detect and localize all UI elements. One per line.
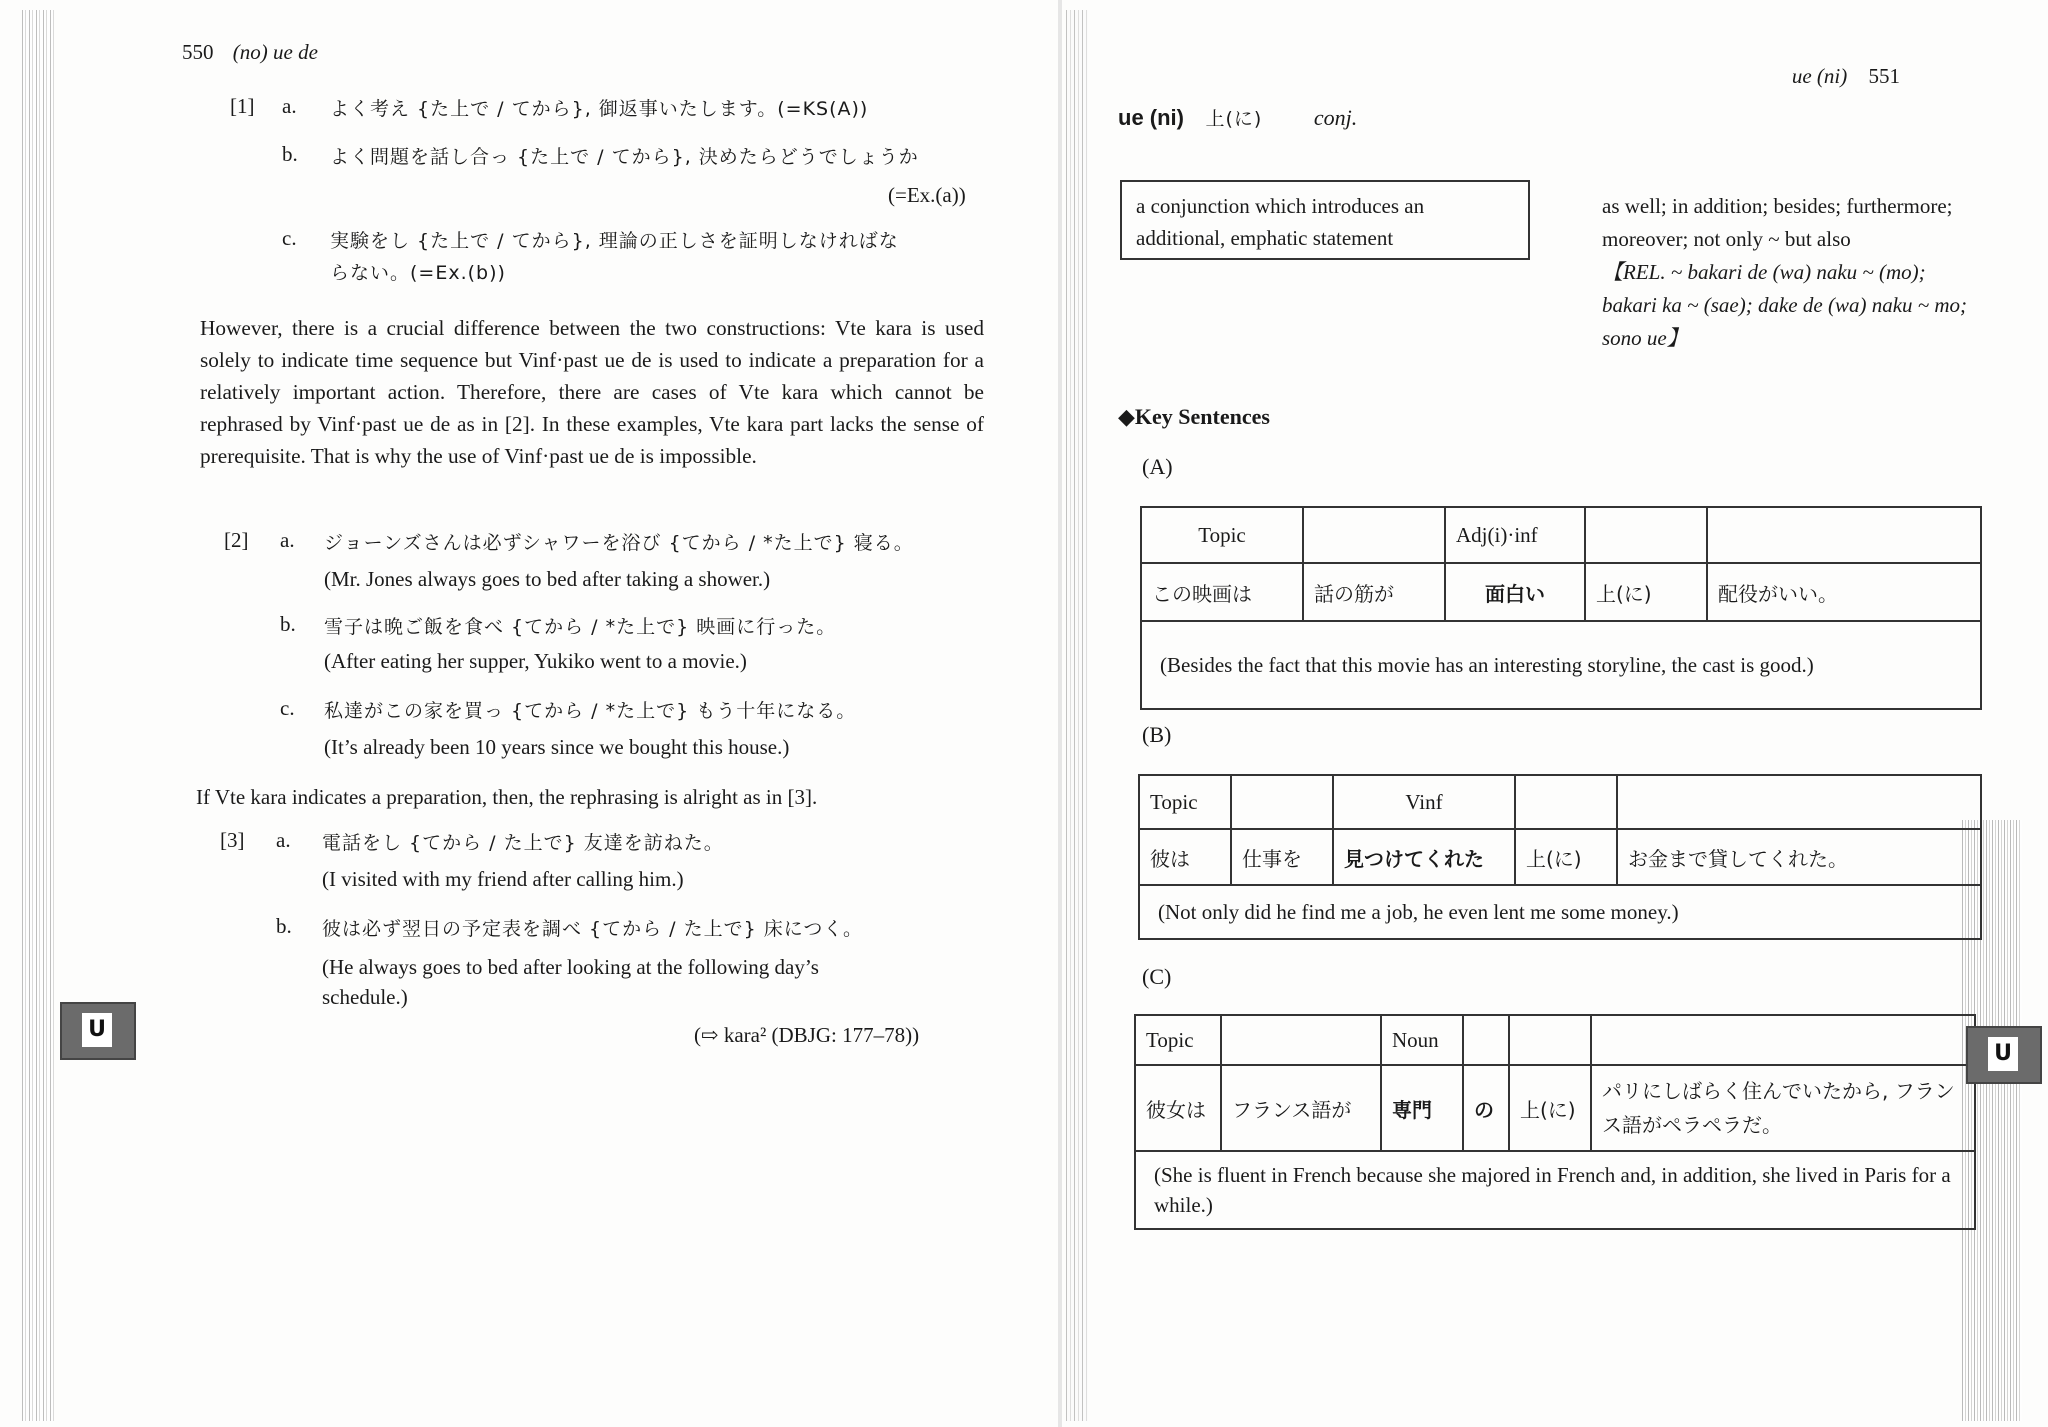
sentence-cell: 面白い [1445,563,1585,621]
header-cell: Noun [1381,1015,1463,1065]
example-number: [2] [224,528,249,552]
sentence-cell: この映画は [1141,563,1303,621]
example-1c-text-2: らない。(=Ex.(b)) [330,262,506,284]
sentence-cell: 仕事を [1231,829,1333,885]
entry-part-of-speech: conj. [1313,105,1358,130]
running-head-title: ue de [273,40,318,64]
example-3b-en-2: schedule.) [322,985,408,1009]
sentence-cell: 上(に) [1515,829,1617,885]
example-2c-jp: 私達がこの家を買っ {てから / *た上で} もう十年になる。 [324,700,857,722]
example-3b-jp: 彼は必ず翌日の予定表を調べ {てから / た上で} 床につく。 [322,918,863,940]
example-number: [1] [230,94,255,118]
example-label: c. [282,226,297,250]
running-head-title: ue [1791,64,1812,88]
sentence-cell: 専門 [1381,1065,1463,1151]
example-2a-jp: ジョーンズさんは必ずシャワーを浴び {てから / *た上で} 寝る。 [324,532,914,554]
header-cell [1463,1015,1509,1065]
running-head-particle: (ni) [1816,64,1848,88]
key-sentence-table-c [1134,1014,1976,1230]
example-3a-jp: 電話をし {てから / た上で} 友達を訪ねた。 [322,832,724,854]
example-label: b. [282,142,298,166]
header-cell [1707,507,1981,563]
translation-cell: (Besides the fact that this movie has an interesting storyline, the cast is good.) [1141,621,1981,709]
section-tab-letter: U [1988,1037,2018,1071]
header-cell: Topic [1141,507,1303,563]
translation-cell: (She is fluent in French because she majored in French and, in addition, she lived in Paris for a while.) [1135,1151,1975,1229]
example-2b-jp: 雪子は晩ご飯を食べ {てから / *た上で} 映画に行った。 [324,616,837,638]
page-number: 551 [1868,64,1900,88]
entry-kanji: 上(に) [1205,108,1263,130]
sentence-cell: 配役がいい。 [1707,563,1981,621]
example-label: c. [280,696,295,720]
sentence-cell: の [1463,1065,1509,1151]
example-label: b. [280,612,296,636]
sentence-cell: 上(に) [1509,1065,1591,1151]
header-cell [1585,507,1707,563]
example-2c-en: (It’s already been 10 years since we bought this house.) [324,735,790,759]
sentence-cell: パリにしばらく住んでいたから, フランス語がペラペラだ。 [1591,1065,1975,1151]
example-label: a. [280,528,295,552]
example-1a-text: よく考え {た上で / てから}, 御返事いたします。(=KS(A)) [330,98,869,120]
example-1b-text: よく問題を話し合っ {た上で / てから}, 決めたらどうでしょうか [330,146,919,168]
related-entries: 【REL. ~ bakari de (wa) naku ~ (mo); bakari ka ~ (sae); dake de (wa) naku ~ mo; sono ue】 [1602,260,1968,350]
sentence-cell: 見つけてくれた [1333,829,1515,885]
key-sentence-table-b [1138,774,1982,940]
sentence-cell: フランス語が [1221,1065,1381,1151]
definition-box: a conjunction which introduces an additional, emphatic statement [1120,180,1530,260]
cross-reference: (⇨ kara² (DBJG: 177–78)) [694,1023,920,1047]
header-cell [1509,1015,1591,1065]
header-cell: Topic [1135,1015,1221,1065]
right-page [1060,0,2048,1427]
header-cell [1515,775,1617,829]
header-cell [1591,1015,1975,1065]
header-cell [1221,1015,1381,1065]
header-cell: Adj(i)·inf [1445,507,1585,563]
example-1c-text-1: 実験をし {た上で / てから}, 理論の正しさを証明しなければな [330,230,899,252]
header-cell [1231,775,1333,829]
example-2b-en: (After eating her supper, Yukiko went to a movie.) [324,649,747,673]
running-header-left [182,40,318,65]
sentence-cell: お金まで貸してくれた。 [1617,829,1981,885]
key-sentence-table-a [1140,506,1982,710]
section-tab-letter: U [82,1013,112,1047]
example-label: b. [276,914,292,938]
key-sentence-label: (C) [1142,964,1172,989]
example-label: a. [276,828,291,852]
key-sentences-heading: ◆Key Sentences [1118,404,1270,429]
header-cell: Topic [1139,775,1231,829]
example-2a-en: (Mr. Jones always goes to bed after taking a shower.) [324,567,771,591]
running-head-particle: (no) [232,40,268,64]
entry-heading [1118,104,1357,131]
entry-romaji: ue (ni) [1118,105,1184,130]
explanation-paragraph-1: However, there is a crucial difference between the two constructions: Vte kara is used solely to indicate time sequence but Vinf·past ue de is used to indicate a preparation for a relatively important action. Therefore, there are cases of Vte kara which cannot be rephrased by Vinf·past ue de as in [2]. In these examples, Vte kara part lacks the sense of prerequisite. That is why the use of Vinf·past ue de is impossible. [200,316,984,468]
header-cell: Vinf [1333,775,1515,829]
explanation-paragraph-2: If Vte kara indicates a preparation, then, the rephrasing is alright as in [3]. [196,785,818,809]
example-label: a. [282,94,297,118]
translation-cell: (Not only did he find me a job, he even lent me some money.) [1139,885,1981,939]
section-thumb-tab [1966,1026,2042,1084]
page-number: 550 [182,40,214,64]
example-1b-ref: (=Ex.(a)) [888,183,966,207]
english-equivalents-block [1602,190,1982,355]
sentence-cell: 彼は [1139,829,1231,885]
header-cell [1617,775,1981,829]
sentence-cell: 話の筋が [1303,563,1445,621]
sentence-cell: 彼女は [1135,1065,1221,1151]
key-sentence-label: (A) [1142,454,1173,479]
example-3b-en-1: (He always goes to bed after looking at the following day’s [322,955,819,979]
example-number: [3] [220,828,245,852]
section-thumb-tab [60,1002,136,1060]
running-header-right [1792,64,1900,89]
key-sentence-label: (B) [1142,722,1172,747]
sentence-cell: 上(に) [1585,563,1707,621]
header-cell [1303,507,1445,563]
example-3a-en: (I visited with my friend after calling him.) [322,867,684,891]
english-equivalents: as well; in addition; besides; furthermore; moreover; not only ~ but also [1602,194,1953,251]
